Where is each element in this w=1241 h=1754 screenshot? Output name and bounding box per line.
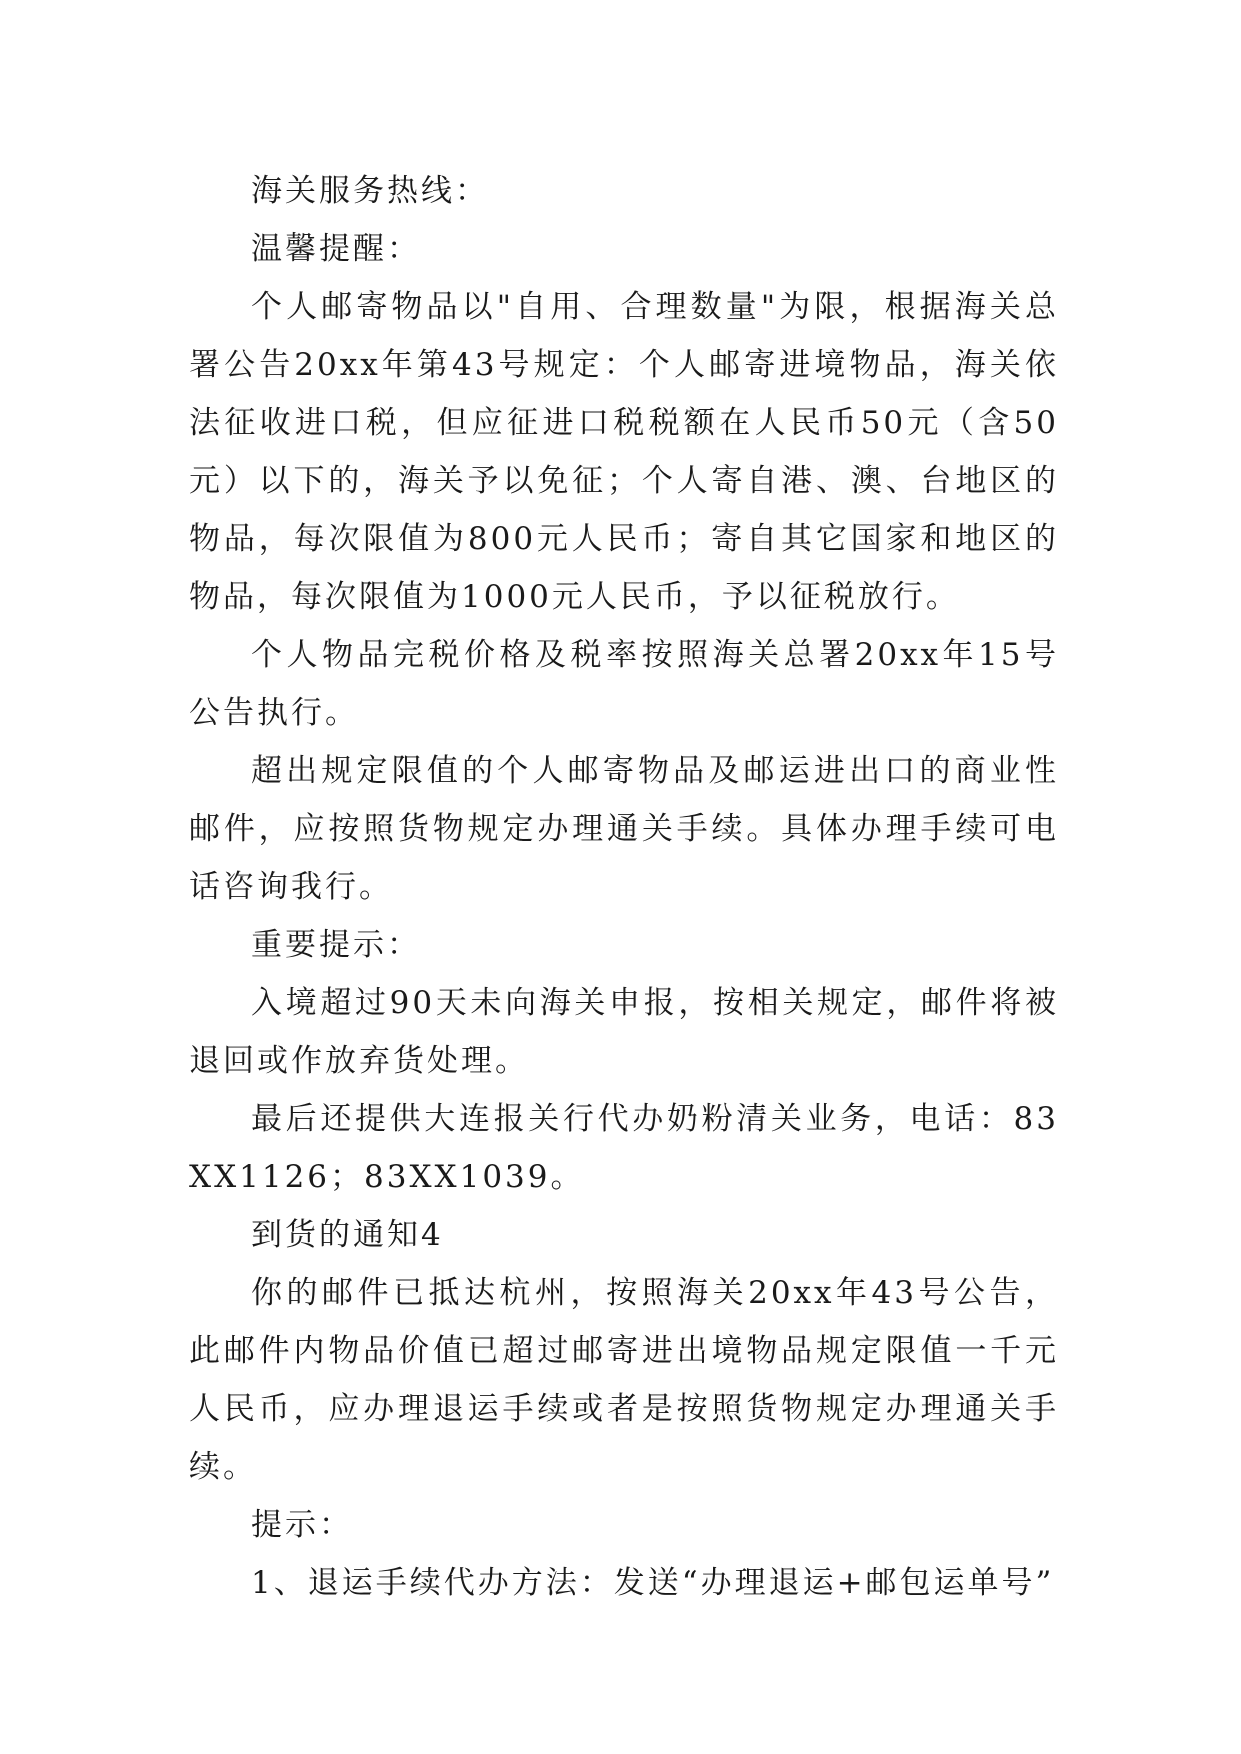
tax-rate-paragraph: 个人物品完税价格及税率按照海关总署20xx年15号公告执行。	[189, 637, 1059, 731]
excess-limit-paragraph: 超出规定限值的个人邮寄物品及邮运进出口的商业性邮件，应按照货物规定办理通关手续。具体办理手续可电话咨询我行。	[189, 753, 1059, 905]
arrival-notice-heading: 到货的通知4	[251, 1217, 444, 1253]
ninety-day-paragraph: 入境超过90天未向海关申报，按相关规定，邮件将被退回或作放弃货处理。	[189, 985, 1059, 1079]
hotline-heading: 海关服务热线：	[251, 173, 489, 209]
tip-heading: 提示：	[251, 1507, 353, 1543]
personal-mail-limits-paragraph: 个人邮寄物品以"自用、合理数量"为限，根据海关总署公告20xx年第43号规定：个人邮寄进境物品，海关依法征收进口税，但应征进口税税额在人民币50元（含50元）以下的，海关予以免征；个人寄自港、澳、台地区的物品，每次限值为800元人民币；寄自其它国家和地区的物品，每次限值为1000元人民币，予以征税放行。	[189, 289, 1059, 615]
return-procedure-item: 1、退运手续代办方法：发送“办理退运+邮包运单号”	[251, 1565, 1055, 1601]
reminder-heading: 温馨提醒：	[251, 231, 421, 267]
hangzhou-arrival-paragraph: 你的邮件已抵达杭州，按照海关20xx年43号公告，此邮件内物品价值已超过邮寄进出境物品规定限值一千元人民币，应办理退运手续或者是按照货物规定办理通关手续。	[189, 1275, 1059, 1485]
dalian-broker-paragraph: 最后还提供大连报关行代办奶粉清关业务，电话：83XX1126；83XX1039。	[189, 1101, 1059, 1195]
important-notice-heading: 重要提示：	[251, 927, 421, 963]
document-body	[189, 162, 1059, 1612]
